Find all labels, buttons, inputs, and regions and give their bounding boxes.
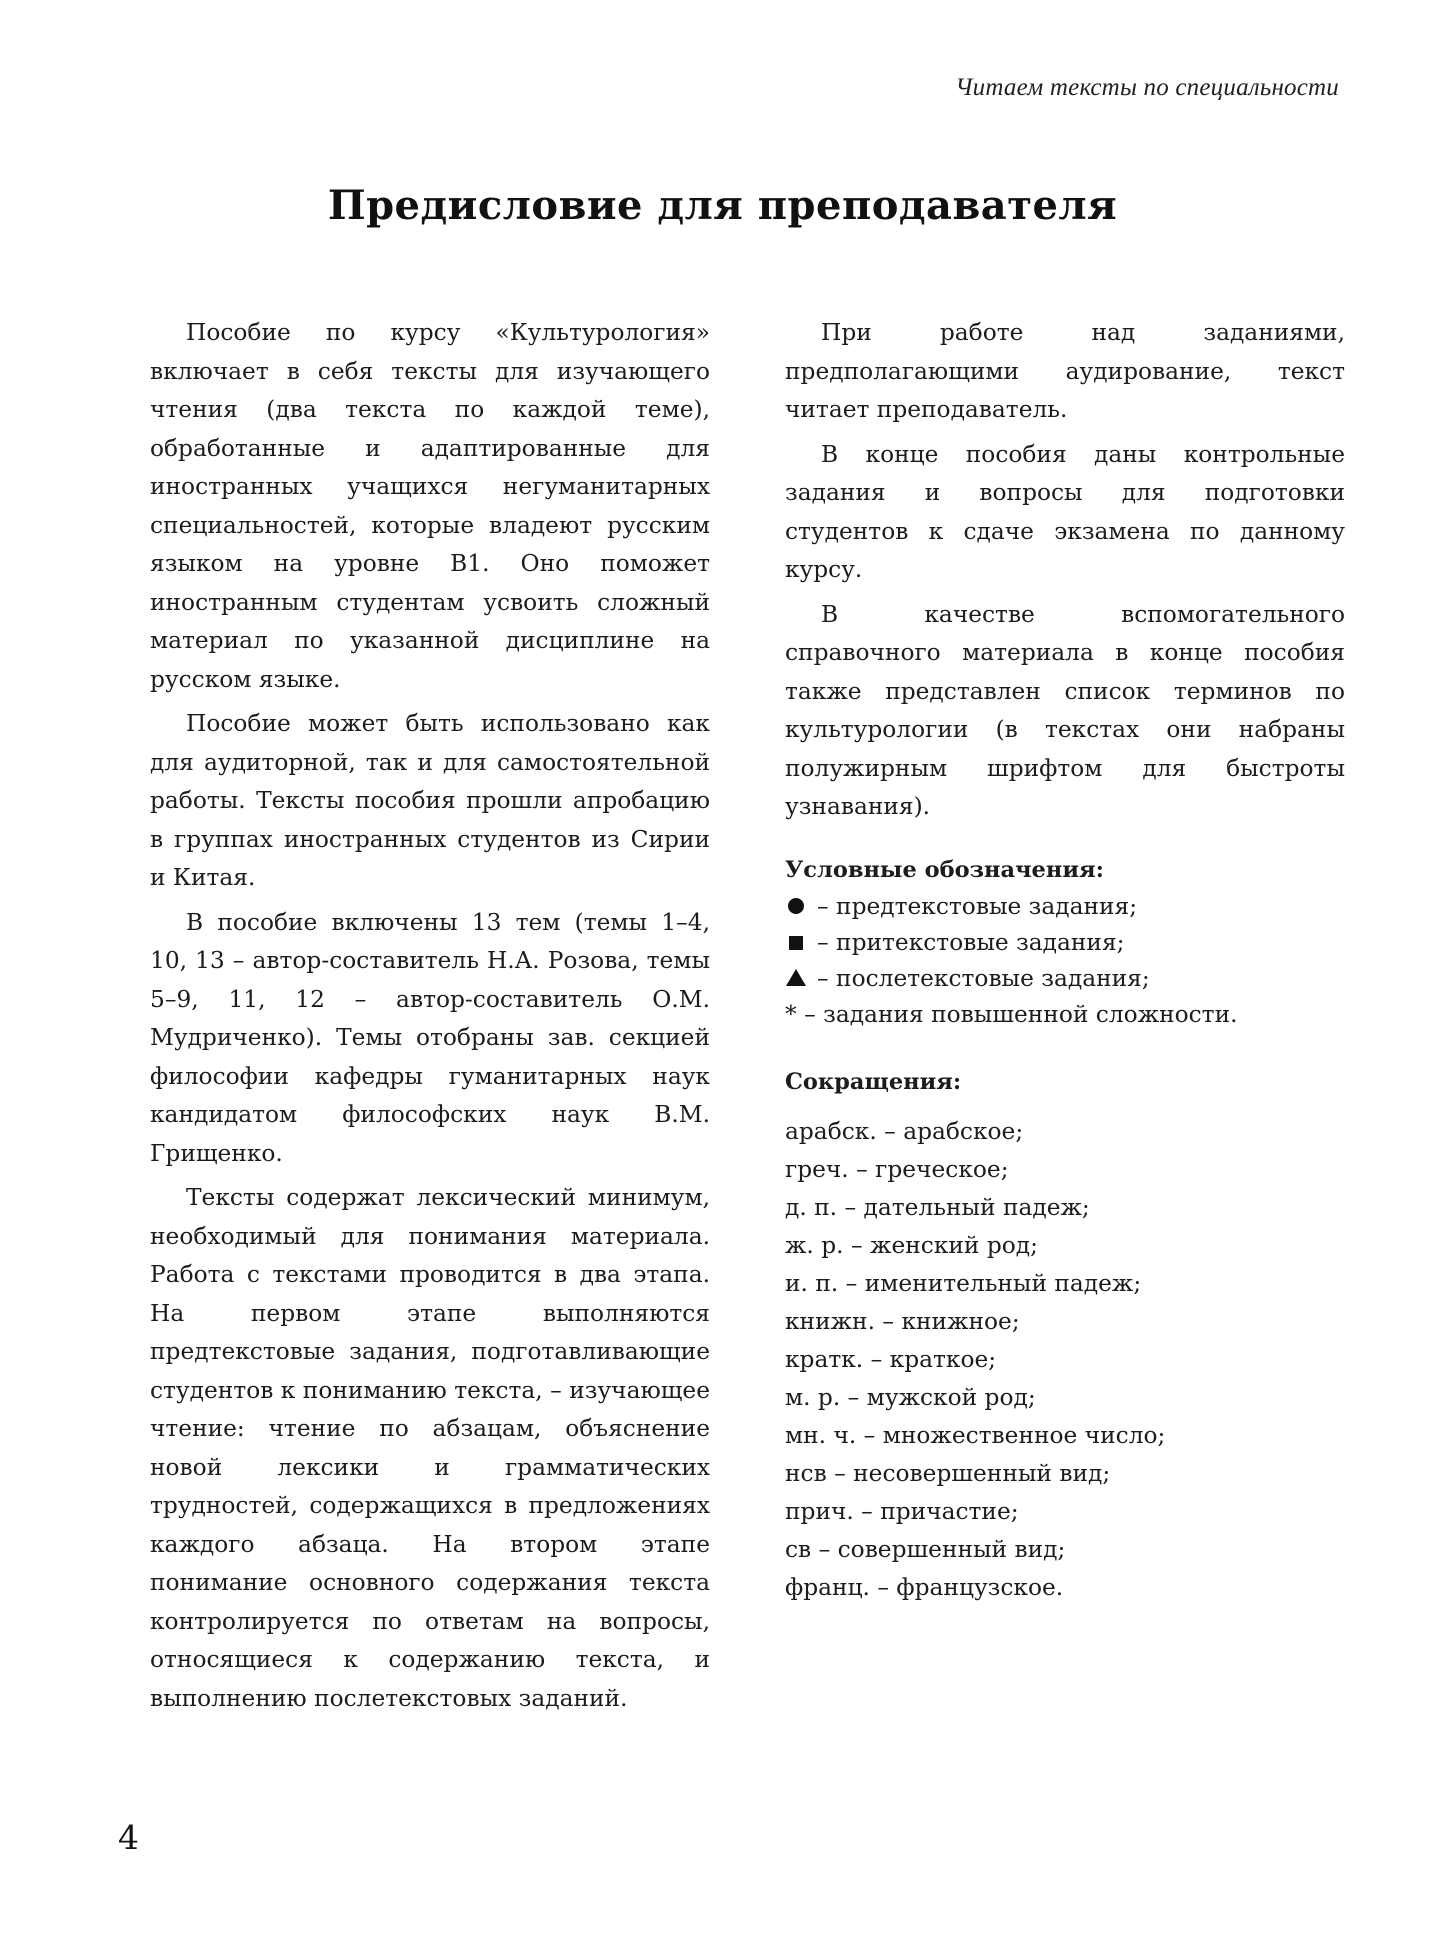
list-item [785, 997, 1345, 1033]
list-item: арабск. – арабское; [785, 1117, 1024, 1145]
abbreviations-heading: Сокращения: [785, 1068, 962, 1095]
paragraph: Пособие по курсу «Культурология» включает в себя тексты для изучающего чтения (два текста по каждой теме), обработанные и адаптированные для иностранных учащихся негуманитарных специальностей, которые владеют русским языком на уровне В1. Оно поможет иностранным студентам усвоить сложный материал по указанной дисциплине на русском языке. [150, 319, 710, 693]
paragraph: Тексты содержат лексический минимум, необходимый для понимания материала. Работа с текстами проводится в два этапа. На первом этапе выполняются предтекстовые задания, подготавливающие студентов к пониманию текста, – изучающее чтение: чтение по абзацам, объяснение новой лексики и грамматических трудностей, содержащихся в предложениях каждого абзаца. На втором этапе понимание основного содержания текста контролируется по ответам на вопросы, относящиеся к содержанию текста, и выполнению послетекстовых заданий. [150, 1184, 710, 1712]
triangle-icon [785, 961, 807, 997]
list-item: нсв – несовершенный вид; [785, 1459, 1111, 1487]
list-item: ж. р. – женский род; [785, 1231, 1038, 1259]
page-title: Предисловие для преподавателя [327, 182, 1118, 229]
list-item: м. р. – мужской род; [785, 1383, 1036, 1411]
page-number: 4 [118, 1818, 139, 1857]
circle-icon [785, 889, 807, 925]
symbol-text: – предтекстовые задания; [817, 892, 1138, 920]
symbol-text: – послетекстовые задания; [817, 964, 1150, 992]
symbols-list [785, 889, 1345, 1033]
square-icon [785, 925, 807, 961]
paragraph: В пособие включены 13 тем (темы 1–4, 10, 13 – автор-составитель Н.А. Розова, темы 5–9, 11, 12 – автор-составитель О.М. Мудриченко). Темы отобраны зав. секцией философии кафедры гуманитарных наук кандидатом философских наук В.М. Грищенко. [150, 908, 710, 1167]
list-item: прич. – причастие; [785, 1497, 1019, 1525]
list-item: д. п. – дательный падеж; [785, 1193, 1090, 1221]
left-column [150, 314, 710, 1724]
running-header: Читаем тексты по специальности [955, 74, 1339, 101]
paragraph: При работе над заданиями, предполагающими аудирование, текст читает преподаватель. [785, 319, 1345, 423]
list-item: франц. – французское. [785, 1573, 1064, 1601]
list-item: кратк. – краткое; [785, 1345, 997, 1373]
right-column [785, 314, 1345, 1607]
list-item: св – совершенный вид; [785, 1535, 1066, 1563]
paragraph: Пособие может быть использовано как для аудиторной, так и для самостоятельной работы. Тексты пособия прошли апробацию в группах иностранных студентов из Сирии и Китая. [150, 710, 710, 891]
list-item: греч. – греческое; [785, 1155, 1009, 1183]
symbol-text: – задания повышенной сложности. [804, 1000, 1238, 1028]
list-item: и. п. – именительный падеж; [785, 1269, 1142, 1297]
list-item: книжн. – книжное; [785, 1307, 1020, 1335]
paragraph: В конце пособия даны контрольные задания и вопросы для подготовки студентов к сдаче экзамена по данному курсу. [785, 440, 1345, 583]
symbols-heading: Условные обозначения: [785, 856, 1104, 883]
symbol-text: – притекстовые задания; [817, 928, 1125, 956]
abbreviations-list [785, 1113, 1345, 1607]
paragraph: В качестве вспомогательного справочного материала в конце пособия также представлен список терминов по культурологии (в текстах они набраны полужирным шрифтом для быстроты узнавания). [785, 600, 1345, 820]
list-item: мн. ч. – множественное число; [785, 1421, 1166, 1449]
asterisk-icon: * [785, 1000, 797, 1028]
list-item [785, 961, 1345, 997]
list-item [785, 925, 1345, 961]
list-item [785, 889, 1345, 925]
